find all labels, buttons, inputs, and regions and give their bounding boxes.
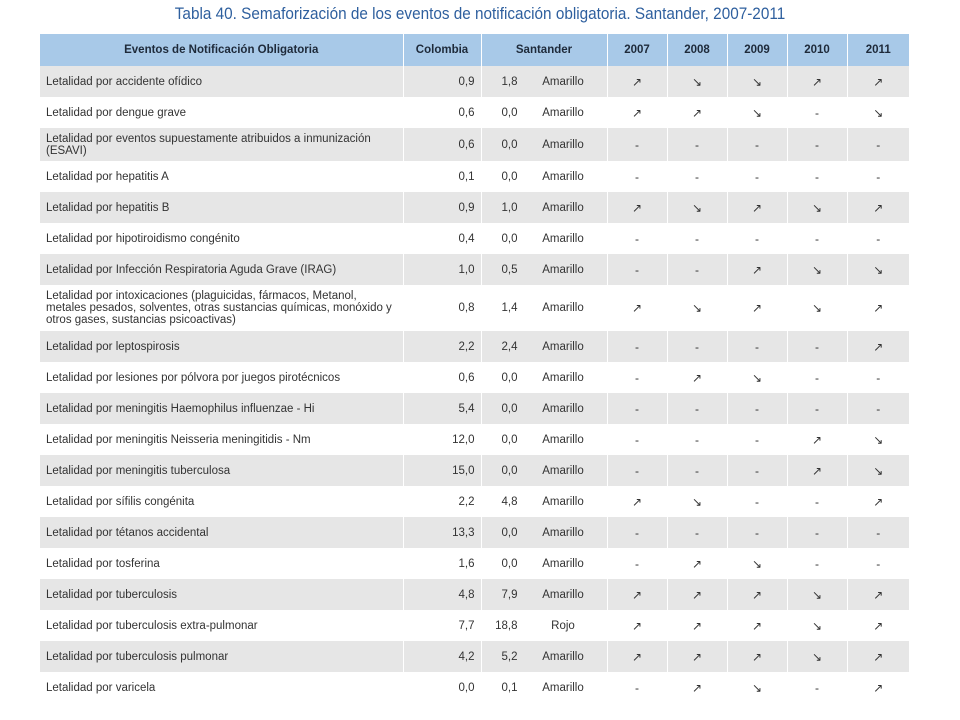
trend-up-icon-2010: ↗ [787, 66, 847, 97]
colombia-cell: 0,9 [403, 66, 481, 97]
santander-cell [481, 331, 607, 362]
santander-value: 1,4 [501, 302, 518, 314]
no-data-dash-2009: - [727, 128, 787, 161]
semaforo-label: Amarillo [542, 402, 584, 415]
header-year-2007: 2007 [607, 34, 667, 66]
evento-cell: Letalidad por intoxicaciones (plaguicidas, fármacos, Metanol, metales pesados, solventes, otras sustancias químicas, monóxido y otros gases, sustancias psicoactivas) [40, 285, 403, 331]
colombia-cell: 12,0 [403, 424, 481, 455]
santander-cell [481, 285, 607, 331]
evento-cell: Letalidad por hipotiroidismo congénito [40, 223, 403, 254]
no-data-dash-2007: - [607, 223, 667, 254]
trend-up-icon-2009: ↗ [727, 610, 787, 641]
colombia-cell: 5,4 [403, 393, 481, 424]
semaforizacion-table [40, 34, 909, 703]
no-data-dash-2007: - [607, 672, 667, 703]
santander-value: 18,8 [495, 619, 518, 632]
trend-up-icon-2007: ↗ [607, 486, 667, 517]
semaforo-label: Amarillo [542, 302, 584, 314]
evento-cell: Letalidad por sífilis congénita [40, 486, 403, 517]
santander-cell [481, 393, 607, 424]
santander-value: 0,0 [501, 138, 518, 151]
colombia-cell: 0,9 [403, 192, 481, 223]
trend-down-icon-2011: ↘ [847, 254, 909, 285]
no-data-dash-2011: - [847, 128, 909, 161]
no-data-dash-2008: - [667, 393, 727, 424]
santander-value: 0,0 [501, 371, 518, 384]
no-data-dash-2008: - [667, 254, 727, 285]
trend-down-icon-2010: ↘ [787, 579, 847, 610]
evento-cell: Letalidad por meningitis Neisseria meningitidis - Nm [40, 424, 403, 455]
santander-value: 0,0 [501, 526, 518, 539]
semaforo-label: Amarillo [542, 232, 584, 245]
semaforo-label: Amarillo [542, 138, 584, 151]
no-data-dash-2010: - [787, 161, 847, 192]
table-row [40, 66, 909, 97]
trend-up-icon-2011: ↗ [847, 486, 909, 517]
trend-up-icon-2010: ↗ [787, 424, 847, 455]
no-data-dash-2007: - [607, 161, 667, 192]
santander-cell [481, 223, 607, 254]
trend-down-icon-2009: ↘ [727, 97, 787, 128]
trend-up-icon-2011: ↗ [847, 192, 909, 223]
table-row [40, 641, 909, 672]
no-data-dash-2009: - [727, 517, 787, 548]
evento-cell: Letalidad por varicela [40, 672, 403, 703]
trend-up-icon-2009: ↗ [727, 641, 787, 672]
trend-up-icon-2007: ↗ [607, 97, 667, 128]
semaforo-label: Rojo [551, 619, 575, 632]
header-colombia: Colombia [403, 34, 481, 66]
trend-up-icon-2007: ↗ [607, 285, 667, 331]
santander-value: 0,0 [501, 106, 518, 119]
santander-value: 1,8 [501, 75, 518, 88]
no-data-dash-2008: - [667, 128, 727, 161]
santander-value: 0,1 [501, 681, 518, 694]
semaforo-label: Amarillo [542, 464, 584, 477]
trend-up-icon-2011: ↗ [847, 641, 909, 672]
trend-down-icon-2011: ↘ [847, 97, 909, 128]
santander-cell [481, 424, 607, 455]
table-row [40, 393, 909, 424]
table-row [40, 517, 909, 548]
evento-cell: Letalidad por lesiones por pólvora por juegos pirotécnicos [40, 362, 403, 393]
semaforo-label: Amarillo [542, 588, 584, 601]
santander-cell [481, 362, 607, 393]
table-row [40, 128, 909, 161]
semaforo-label: Amarillo [542, 557, 584, 570]
colombia-cell: 0,4 [403, 223, 481, 254]
no-data-dash-2011: - [847, 362, 909, 393]
semaforo-label: Amarillo [542, 526, 584, 539]
trend-down-icon-2008: ↘ [667, 192, 727, 223]
no-data-dash-2010: - [787, 128, 847, 161]
colombia-cell: 0,6 [403, 128, 481, 161]
no-data-dash-2011: - [847, 223, 909, 254]
no-data-dash-2009: - [727, 424, 787, 455]
colombia-cell: 0,1 [403, 161, 481, 192]
header-year-2010: 2010 [787, 34, 847, 66]
no-data-dash-2010: - [787, 97, 847, 128]
no-data-dash-2009: - [727, 486, 787, 517]
trend-down-icon-2008: ↘ [667, 285, 727, 331]
trend-down-icon-2008: ↘ [667, 486, 727, 517]
no-data-dash-2010: - [787, 548, 847, 579]
santander-cell [481, 641, 607, 672]
colombia-cell: 2,2 [403, 331, 481, 362]
santander-value: 1,0 [501, 201, 518, 214]
trend-up-icon-2011: ↗ [847, 672, 909, 703]
trend-up-icon-2009: ↗ [727, 579, 787, 610]
trend-up-icon-2009: ↗ [727, 254, 787, 285]
table-row [40, 672, 909, 703]
trend-down-icon-2010: ↘ [787, 254, 847, 285]
trend-down-icon-2009: ↘ [727, 548, 787, 579]
semaforo-label: Amarillo [542, 263, 584, 276]
evento-cell: Letalidad por tosferina [40, 548, 403, 579]
colombia-cell: 1,6 [403, 548, 481, 579]
no-data-dash-2011: - [847, 517, 909, 548]
semaforo-label: Amarillo [542, 340, 584, 353]
table-row [40, 486, 909, 517]
trend-up-icon-2008: ↗ [667, 97, 727, 128]
table-row [40, 161, 909, 192]
no-data-dash-2007: - [607, 362, 667, 393]
no-data-dash-2007: - [607, 455, 667, 486]
santander-value: 0,0 [501, 557, 518, 570]
no-data-dash-2007: - [607, 331, 667, 362]
no-data-dash-2010: - [787, 486, 847, 517]
no-data-dash-2010: - [787, 393, 847, 424]
santander-value: 0,0 [501, 232, 518, 245]
trend-down-icon-2009: ↘ [727, 362, 787, 393]
no-data-dash-2007: - [607, 424, 667, 455]
trend-down-icon-2008: ↘ [667, 66, 727, 97]
santander-cell [481, 517, 607, 548]
no-data-dash-2009: - [727, 393, 787, 424]
table-row [40, 223, 909, 254]
trend-up-icon-2009: ↗ [727, 285, 787, 331]
evento-cell: Letalidad por eventos supuestamente atribuidos a inmunización (ESAVI) [40, 128, 403, 161]
trend-up-icon-2011: ↗ [847, 331, 909, 362]
evento-cell: Letalidad por meningitis Haemophilus influenzae - Hi [40, 393, 403, 424]
santander-value: 7,9 [501, 588, 518, 601]
no-data-dash-2010: - [787, 362, 847, 393]
colombia-cell: 0,6 [403, 97, 481, 128]
santander-cell [481, 97, 607, 128]
santander-value: 0,0 [501, 464, 518, 477]
santander-cell [481, 672, 607, 703]
table-title: Tabla 40. Semaforización de los eventos de notificación obligatoria. Santander, 2007-2011 [174, 4, 786, 23]
trend-down-icon-2010: ↘ [787, 285, 847, 331]
santander-value: 0,5 [501, 263, 518, 276]
evento-cell: Letalidad por tuberculosis extra-pulmonar [40, 610, 403, 641]
santander-cell [481, 192, 607, 223]
table-row [40, 362, 909, 393]
no-data-dash-2008: - [667, 161, 727, 192]
no-data-dash-2007: - [607, 548, 667, 579]
trend-down-icon-2011: ↘ [847, 455, 909, 486]
santander-value: 5,2 [501, 650, 518, 663]
no-data-dash-2009: - [727, 223, 787, 254]
trend-down-icon-2009: ↘ [727, 66, 787, 97]
table-row [40, 610, 909, 641]
no-data-dash-2009: - [727, 161, 787, 192]
trend-down-icon-2009: ↘ [727, 672, 787, 703]
trend-up-icon-2011: ↗ [847, 579, 909, 610]
trend-up-icon-2008: ↗ [667, 641, 727, 672]
evento-cell: Letalidad por tuberculosis pulmonar [40, 641, 403, 672]
table-row [40, 285, 909, 331]
no-data-dash-2008: - [667, 424, 727, 455]
no-data-dash-2009: - [727, 455, 787, 486]
no-data-dash-2010: - [787, 672, 847, 703]
trend-up-icon-2008: ↗ [667, 579, 727, 610]
trend-up-icon-2008: ↗ [667, 672, 727, 703]
santander-value: 2,4 [501, 340, 518, 353]
no-data-dash-2008: - [667, 455, 727, 486]
table-row [40, 424, 909, 455]
colombia-cell: 15,0 [403, 455, 481, 486]
santander-cell [481, 254, 607, 285]
semaforo-label: Amarillo [542, 371, 584, 384]
header-eventos: Eventos de Notificación Obligatoria [40, 34, 403, 66]
header-santander: Santander [481, 34, 607, 66]
semaforo-label: Amarillo [542, 433, 584, 446]
evento-cell: Letalidad por leptospirosis [40, 331, 403, 362]
trend-up-icon-2008: ↗ [667, 610, 727, 641]
evento-cell: Letalidad por dengue grave [40, 97, 403, 128]
colombia-cell: 1,0 [403, 254, 481, 285]
trend-up-icon-2010: ↗ [787, 455, 847, 486]
semaforo-label: Amarillo [542, 681, 584, 694]
semaforo-label: Amarillo [542, 106, 584, 119]
header-year-2011: 2011 [847, 34, 909, 66]
colombia-cell: 7,7 [403, 610, 481, 641]
evento-cell: Letalidad por hepatitis A [40, 161, 403, 192]
trend-up-icon-2008: ↗ [667, 548, 727, 579]
santander-cell [481, 486, 607, 517]
no-data-dash-2008: - [667, 517, 727, 548]
no-data-dash-2007: - [607, 517, 667, 548]
colombia-cell: 13,3 [403, 517, 481, 548]
santander-value: 0,0 [501, 402, 518, 415]
trend-up-icon-2009: ↗ [727, 192, 787, 223]
colombia-cell: 0,6 [403, 362, 481, 393]
evento-cell: Letalidad por meningitis tuberculosa [40, 455, 403, 486]
evento-cell: Letalidad por Infección Respiratoria Aguda Grave (IRAG) [40, 254, 403, 285]
semaforo-label: Amarillo [542, 495, 584, 508]
no-data-dash-2010: - [787, 517, 847, 548]
colombia-cell: 4,8 [403, 579, 481, 610]
table-row [40, 548, 909, 579]
no-data-dash-2011: - [847, 393, 909, 424]
no-data-dash-2007: - [607, 128, 667, 161]
no-data-dash-2010: - [787, 223, 847, 254]
no-data-dash-2008: - [667, 223, 727, 254]
trend-down-icon-2010: ↘ [787, 641, 847, 672]
santander-cell [481, 455, 607, 486]
evento-cell: Letalidad por hepatitis B [40, 192, 403, 223]
trend-down-icon-2011: ↘ [847, 424, 909, 455]
no-data-dash-2010: - [787, 331, 847, 362]
santander-cell [481, 579, 607, 610]
semaforo-label: Amarillo [542, 650, 584, 663]
table-row [40, 192, 909, 223]
no-data-dash-2011: - [847, 548, 909, 579]
evento-cell: Letalidad por accidente ofídico [40, 66, 403, 97]
santander-cell [481, 548, 607, 579]
table-row [40, 254, 909, 285]
semaforo-label: Amarillo [542, 170, 584, 183]
table-row [40, 579, 909, 610]
santander-value: 0,0 [501, 433, 518, 446]
trend-up-icon-2007: ↗ [607, 641, 667, 672]
trend-up-icon-2011: ↗ [847, 66, 909, 97]
evento-cell: Letalidad por tuberculosis [40, 579, 403, 610]
trend-up-icon-2007: ↗ [607, 192, 667, 223]
trend-up-icon-2008: ↗ [667, 362, 727, 393]
table-row [40, 97, 909, 128]
trend-up-icon-2007: ↗ [607, 579, 667, 610]
santander-value: 0,0 [501, 170, 518, 183]
colombia-cell: 0,0 [403, 672, 481, 703]
santander-cell [481, 66, 607, 97]
trend-up-icon-2007: ↗ [607, 610, 667, 641]
trend-up-icon-2007: ↗ [607, 66, 667, 97]
trend-down-icon-2010: ↘ [787, 192, 847, 223]
header-row [40, 34, 909, 66]
evento-cell: Letalidad por tétanos accidental [40, 517, 403, 548]
table-row [40, 331, 909, 362]
no-data-dash-2007: - [607, 393, 667, 424]
table-row [40, 455, 909, 486]
semaforo-label: Amarillo [542, 75, 584, 88]
santander-cell [481, 610, 607, 641]
colombia-cell: 2,2 [403, 486, 481, 517]
trend-up-icon-2011: ↗ [847, 285, 909, 331]
trend-up-icon-2011: ↗ [847, 610, 909, 641]
trend-down-icon-2010: ↘ [787, 610, 847, 641]
no-data-dash-2007: - [607, 254, 667, 285]
header-year-2009: 2009 [727, 34, 787, 66]
santander-cell [481, 161, 607, 192]
no-data-dash-2008: - [667, 331, 727, 362]
santander-cell [481, 128, 607, 161]
santander-value: 4,8 [501, 495, 518, 508]
no-data-dash-2009: - [727, 331, 787, 362]
header-year-2008: 2008 [667, 34, 727, 66]
no-data-dash-2011: - [847, 161, 909, 192]
colombia-cell: 4,2 [403, 641, 481, 672]
semaforo-label: Amarillo [542, 201, 584, 214]
colombia-cell: 0,8 [403, 285, 481, 331]
